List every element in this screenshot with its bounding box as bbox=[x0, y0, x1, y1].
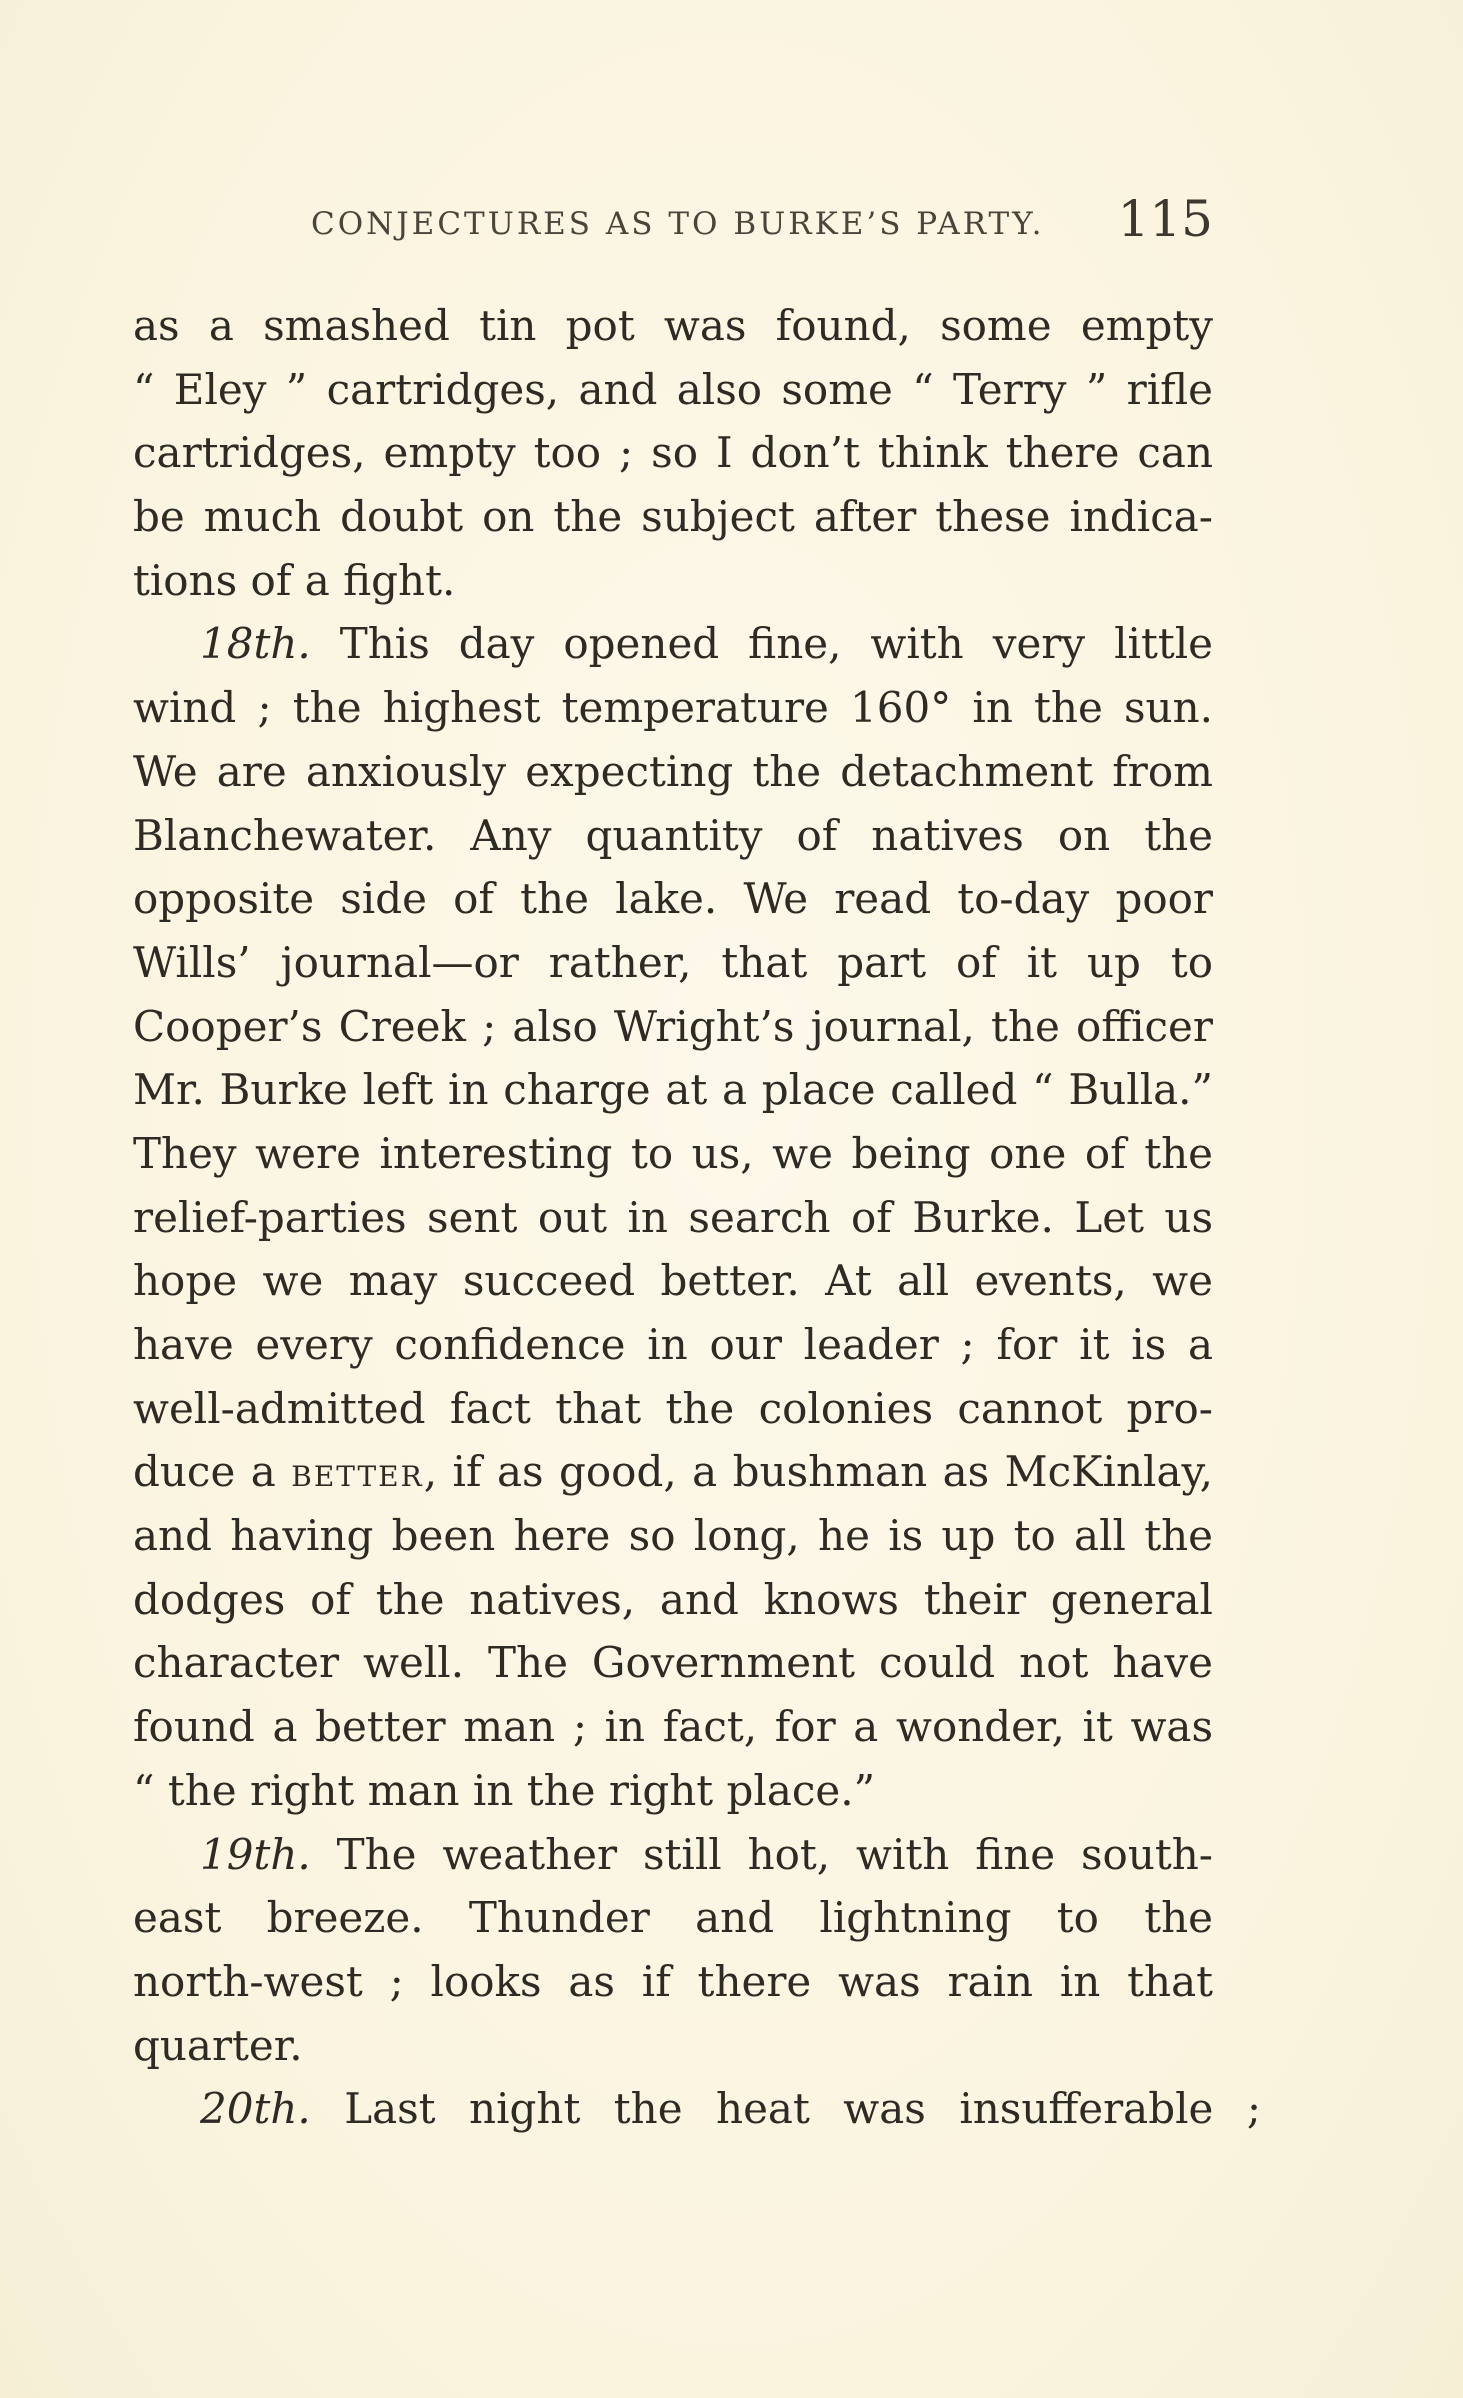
text-line: Blanchewater. Any quantity of natives on the bbox=[133, 810, 1213, 860]
small-caps-word: BETTER bbox=[291, 1460, 424, 1494]
text-line: dodges of the natives, and knows their general bbox=[133, 1574, 1213, 1624]
text-line: We are anxiously expecting the detachment from bbox=[133, 746, 1213, 796]
text-line: Mr. Burke left in charge at a place called “ Bulla.” bbox=[133, 1065, 1213, 1115]
text-line: character well. The Government could not have bbox=[133, 1638, 1213, 1688]
entry-date: 18th. bbox=[200, 619, 311, 669]
text-line: tions of a fight. bbox=[133, 555, 456, 605]
text-line: and having been here so long, he is up to all the bbox=[133, 1511, 1213, 1561]
text-line: cartridges, empty too ; so I don’t think there can bbox=[133, 428, 1213, 478]
text-line: hope we may succeed better. At all events, we bbox=[133, 1256, 1213, 1306]
page-number: 115 bbox=[1117, 190, 1213, 248]
text-line: north-west ; looks as if there was rain in that bbox=[133, 1956, 1213, 2006]
text-line: Wills’ journal—or rather, that part of it up to bbox=[133, 937, 1213, 987]
text-line: Cooper’s Creek ; also Wright’s journal, the officer bbox=[133, 1001, 1213, 1051]
text-line: quarter. bbox=[133, 2020, 303, 2070]
text-line: 19th. The weather still hot, with fine south- bbox=[200, 1829, 1213, 1879]
running-head: CONJECTURES AS TO BURKE’S PARTY. bbox=[311, 206, 1045, 242]
text-line: east breeze. Thunder and lightning to the bbox=[133, 1893, 1213, 1943]
text-line: They were interesting to us, we being one of the bbox=[133, 1128, 1213, 1178]
entry-date: 20th. bbox=[200, 2084, 311, 2134]
page-header bbox=[133, 180, 1213, 260]
text-line: 18th. This day opened fine, with very little bbox=[200, 619, 1213, 669]
text-line: have every confidence in our leader ; for it is a bbox=[133, 1320, 1213, 1369]
text-line: be much doubt on the subject after these indica- bbox=[133, 492, 1213, 542]
text-line: “ the right man in the right place.” bbox=[133, 1765, 876, 1815]
text-line: relief-parties sent out in search of Burke. Let us bbox=[133, 1192, 1213, 1242]
text-line: as a smashed tin pot was found, some empty bbox=[133, 301, 1213, 350]
text-line: wind ; the highest temperature 160° in the sun. bbox=[133, 683, 1213, 733]
text-line: duce a BETTER, if as good, a bushman as McKinlay, bbox=[133, 1447, 1213, 1497]
text-line: “ Eley ” cartridges, and also some “ Terry ” rifle bbox=[133, 364, 1213, 414]
body-text bbox=[133, 294, 1261, 2141]
text-line: opposite side of the lake. We read to-day poor bbox=[133, 874, 1213, 924]
text-line: found a better man ; in fact, for a wonder, it was bbox=[133, 1702, 1213, 1752]
text-line: well-admitted fact that the colonies cannot pro- bbox=[133, 1383, 1213, 1433]
entry-date: 19th. bbox=[200, 1829, 311, 1879]
text-line: 20th. Last night the heat was insufferable ; bbox=[200, 2084, 1261, 2134]
